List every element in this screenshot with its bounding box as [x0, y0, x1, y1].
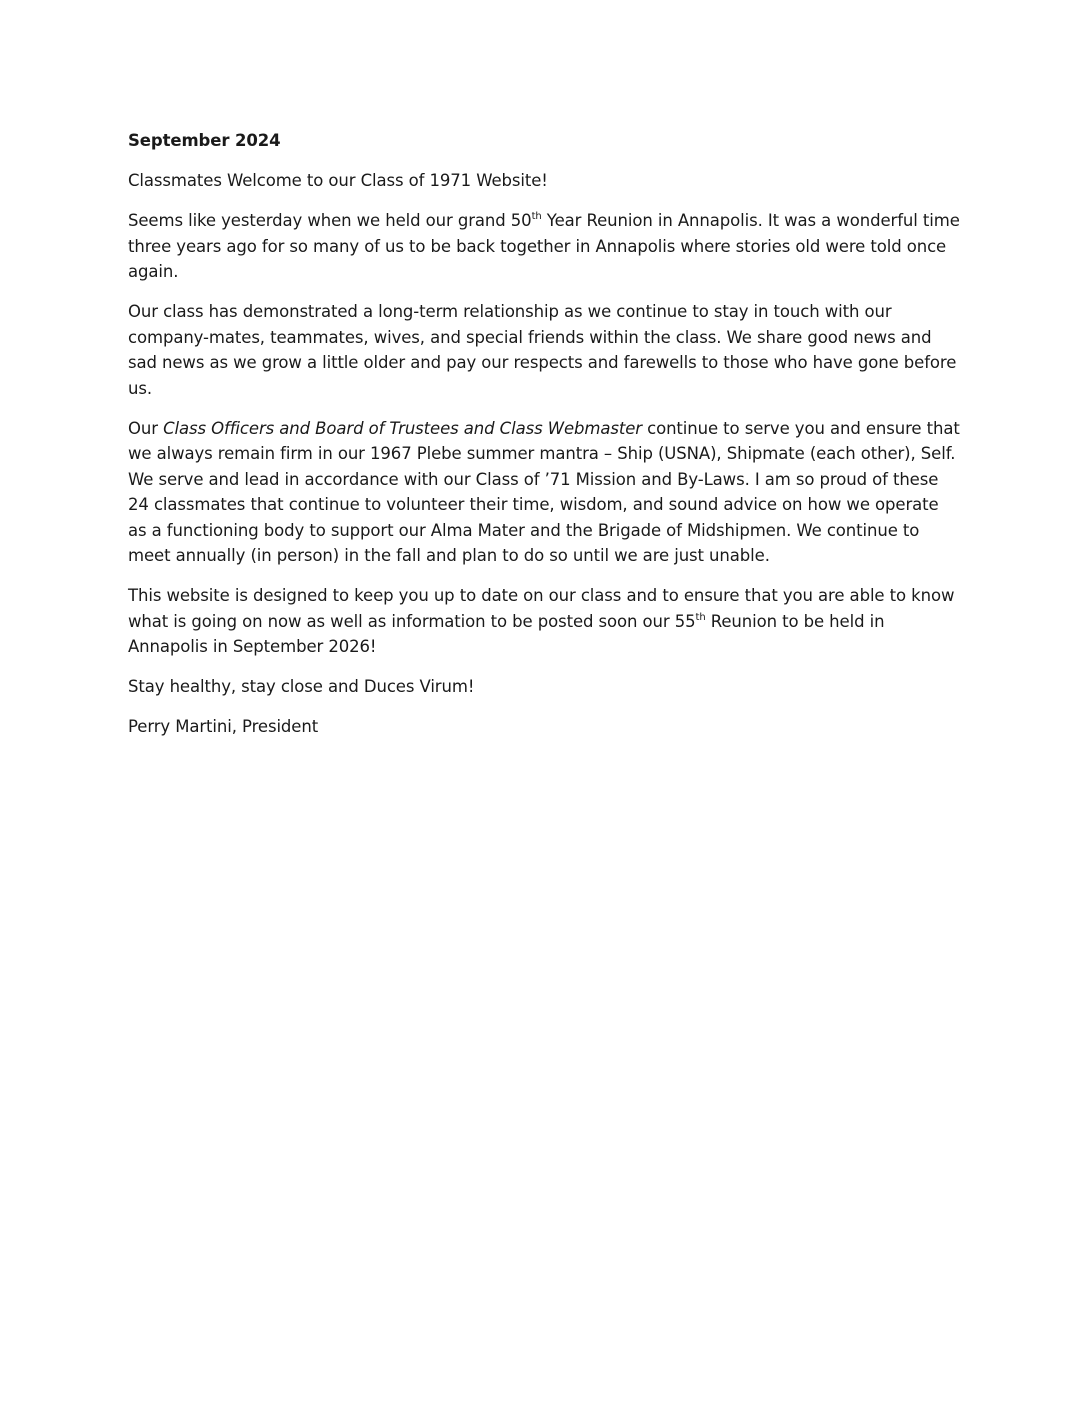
paragraph-officers	[128, 416, 960, 569]
paragraph-website-text-b: Reunion to be held in Annapolis in September 2026!	[128, 611, 885, 656]
letter-signature: Perry Martini, President	[128, 717, 319, 736]
letter-date: September 2024	[128, 131, 281, 150]
ordinal-suffix: th	[531, 211, 542, 222]
ordinal-suffix: th	[695, 611, 706, 623]
paragraph-officers-text-b: continue to serve you and ensure that we always remain firm in our 1967 Plebe summer mantra – Ship (USNA), Shipmate (each other), Self. We serve and lead in accordance with our Class of ’71 Mission and By-Laws. I am so proud of these 24 classmates that continue to volunteer their time, wisdom, and sound advice on how we operate as a functioning body to support our Alma Mater and the Brigade of Midshipmen. We continue to meet annually (in person) in the fall and plan to do so until we are just unable.	[128, 418, 960, 565]
paragraph-website-text-a: This website is designed to keep you up to date on our class and to ensure that you are able to know what is going on now as well as information to be posted soon our 55	[128, 586, 955, 631]
paragraph-reunion-text-b: Year Reunion in Annapolis. It was a wonderful time three years ago for so many of us to be back together in Annapolis where stories old were told once again.	[128, 211, 960, 281]
letter-body	[128, 128, 960, 754]
paragraph-reunion	[128, 208, 960, 285]
paragraph-website	[128, 583, 960, 660]
letter-greeting: Classmates Welcome to our Class of 1971 Website!	[128, 171, 548, 190]
officers-italic-phrase: Class Officers and Board of Trustees and Class Webmaster	[163, 418, 642, 438]
paragraph-relationship: Our class has demonstrated a long-term relationship as we continue to stay in touch with our company-mates, teammates, wives, and special friends within the class. We share good news and sad news as we grow a little older and pay our respects and farewells to those who have gone before us.	[128, 302, 957, 398]
paragraph-officers-text-a: Our	[128, 418, 164, 438]
paragraph-reunion-text-a: Seems like yesterday when we held our grand 50	[128, 211, 532, 230]
letter-closing: Stay healthy, stay close and Duces Virum!	[128, 677, 475, 696]
